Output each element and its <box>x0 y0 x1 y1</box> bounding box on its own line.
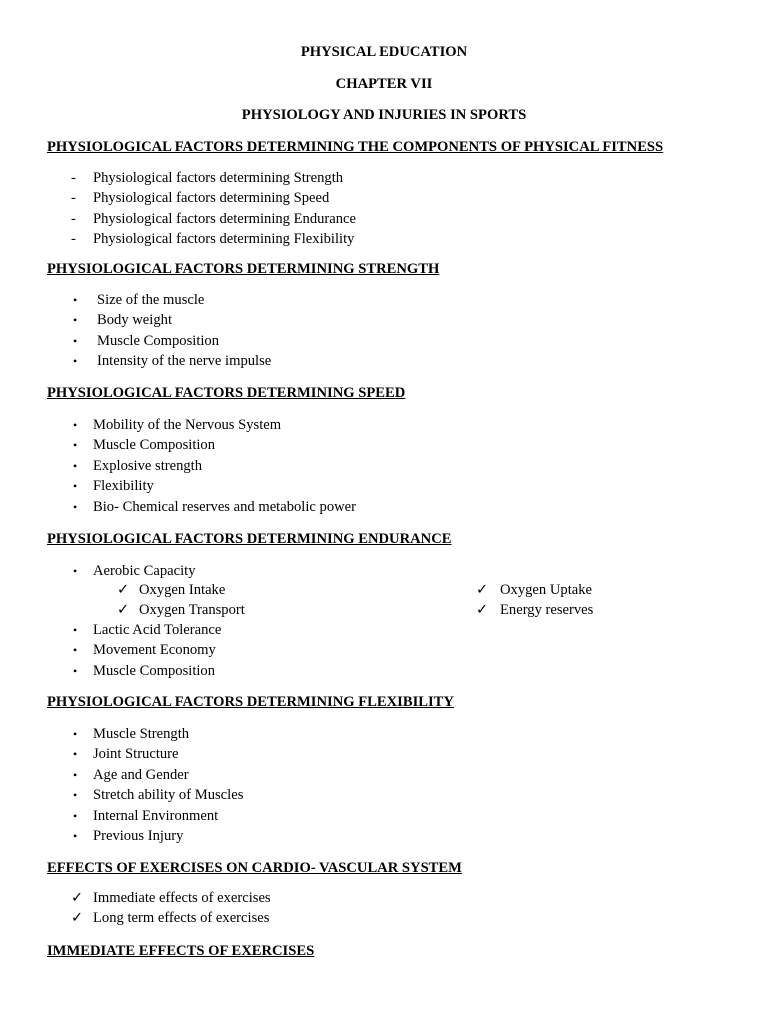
list-item-text: Physiological factors determining Strength <box>93 170 344 186</box>
check-icon: ✓ <box>476 602 489 618</box>
bullet-icon: • <box>73 788 78 803</box>
bullet-icon: • <box>73 479 78 494</box>
sub-list-row <box>0 580 768 600</box>
bullet-icon: • <box>73 293 78 307</box>
section-heading-endurance: PHYSIOLOGICAL FACTORS DETERMINING ENDURANCE <box>47 531 452 547</box>
check-icon: ✓ <box>71 890 84 906</box>
check-icon: ✓ <box>117 582 130 598</box>
list-item <box>0 209 768 229</box>
bullet-icon: • <box>73 564 78 578</box>
chapter-number: CHAPTER VII <box>335 76 433 92</box>
bullet-icon: • <box>73 767 78 782</box>
list-item-text: Internal Environment <box>93 807 219 824</box>
list-item-text: Physiological factors determining Endurance <box>93 210 357 227</box>
bullet-icon: • <box>73 354 78 369</box>
list-item <box>0 351 768 371</box>
list-item-text: Muscle Composition <box>93 437 216 454</box>
list-item <box>0 640 768 660</box>
cardio-list <box>0 889 768 928</box>
check-icon: ✓ <box>71 909 84 926</box>
list-item-text: Explosive strength <box>93 457 203 474</box>
list-item <box>0 476 768 496</box>
list-item-text: Stretch ability of Muscles <box>93 787 244 804</box>
list-item <box>0 188 768 208</box>
section-heading-components: PHYSIOLOGICAL FACTORS DETERMINING THE COMPONENTS OF PHYSICAL FITNESS <box>47 139 664 155</box>
list-item-text: Previous Injury <box>93 827 184 844</box>
bullet-icon: • <box>73 438 78 453</box>
list-item-text: Age and Gender <box>93 766 189 783</box>
list-item-text: Bio- Chemical reserves and metabolic power <box>93 498 357 515</box>
list-item <box>0 435 768 455</box>
list-item <box>0 889 768 909</box>
list-item <box>0 806 768 826</box>
section-heading-speed: PHYSIOLOGICAL FACTORS DETERMINING SPEED <box>47 385 406 401</box>
bullet-icon: • <box>73 808 78 823</box>
list-item <box>0 765 768 785</box>
list-item-text: Lactic Acid Tolerance <box>93 622 222 638</box>
aerobic-sub-list <box>0 580 768 620</box>
bullet-icon: • <box>73 333 78 348</box>
list-item-text: Mobility of the Nervous System <box>93 417 282 433</box>
list-item <box>0 785 768 805</box>
list-item-text: Muscle Composition <box>97 332 220 349</box>
flexibility-list <box>0 724 768 846</box>
dash-marker: - <box>71 170 76 186</box>
list-item-text: Intensity of the nerve impulse <box>97 353 272 370</box>
list-item <box>0 561 768 581</box>
list-item-text: Joint Structure <box>93 746 179 763</box>
list-item <box>0 661 768 681</box>
list-item <box>0 229 768 249</box>
list-item-text: Movement Economy <box>93 642 216 659</box>
check-icon: ✓ <box>476 582 489 598</box>
list-item-text: Muscle Strength <box>93 726 190 742</box>
list-item-text: Size of the muscle <box>97 292 205 308</box>
list-item <box>0 168 768 188</box>
sub-list-row <box>0 600 768 620</box>
dash-marker: - <box>71 190 76 207</box>
strength-list <box>0 290 768 372</box>
list-item <box>0 456 768 476</box>
dash-marker: - <box>71 210 76 227</box>
section-heading-cardio: EFFECTS OF EXERCISES ON CARDIO- VASCULAR SYSTEM <box>47 860 462 876</box>
section-heading-flexibility: PHYSIOLOGICAL FACTORS DETERMINING FLEXIBILITY <box>47 694 454 710</box>
list-item-text: Long term effects of exercises <box>93 909 270 926</box>
sub-item-text: Oxygen Intake <box>139 582 226 598</box>
bullet-icon: • <box>73 727 78 741</box>
list-item <box>0 290 768 310</box>
list-item <box>0 826 768 846</box>
bullet-icon: • <box>73 313 78 328</box>
list-item <box>0 415 768 435</box>
dash-marker: - <box>71 231 76 248</box>
bullet-icon: • <box>73 418 78 432</box>
sub-item-text: Energy reserves <box>500 602 594 618</box>
list-item <box>0 724 768 744</box>
section-heading-immediate: IMMEDIATE EFFECTS OF EXERCISES <box>47 943 315 959</box>
bullet-icon: • <box>73 663 78 678</box>
sub-item-text: Oxygen Transport <box>139 602 245 618</box>
sub-item-text: Oxygen Uptake <box>500 582 592 598</box>
list-item-text: Physiological factors determining Flexibility <box>93 231 355 248</box>
list-item-text: Immediate effects of exercises <box>93 890 271 906</box>
list-item <box>0 497 768 517</box>
endurance-list <box>0 620 768 681</box>
list-item-text: Flexibility <box>93 478 154 495</box>
components-list <box>0 168 768 250</box>
list-item <box>0 331 768 351</box>
list-item <box>0 310 768 330</box>
bullet-icon: • <box>73 499 78 514</box>
list-item-text: Muscle Composition <box>93 662 216 679</box>
list-item <box>0 620 768 640</box>
document-subject: PHYSICAL EDUCATION <box>300 44 468 60</box>
check-icon: ✓ <box>117 602 130 618</box>
speed-list <box>0 415 768 517</box>
bullet-icon: • <box>73 747 78 762</box>
list-item-text: Body weight <box>97 312 172 329</box>
bullet-icon: • <box>73 623 78 637</box>
list-item <box>0 744 768 764</box>
endurance-aerobic-list <box>0 561 768 581</box>
list-item-text: Aerobic Capacity <box>93 563 196 579</box>
list-item <box>0 909 768 929</box>
bullet-icon: • <box>73 458 78 473</box>
section-heading-strength: PHYSIOLOGICAL FACTORS DETERMINING STRENGTH <box>47 261 440 277</box>
chapter-title: PHYSIOLOGY AND INJURIES IN SPORTS <box>241 107 527 123</box>
bullet-icon: • <box>73 828 78 843</box>
list-item-text: Physiological factors determining Speed <box>93 190 330 207</box>
bullet-icon: • <box>73 643 78 658</box>
